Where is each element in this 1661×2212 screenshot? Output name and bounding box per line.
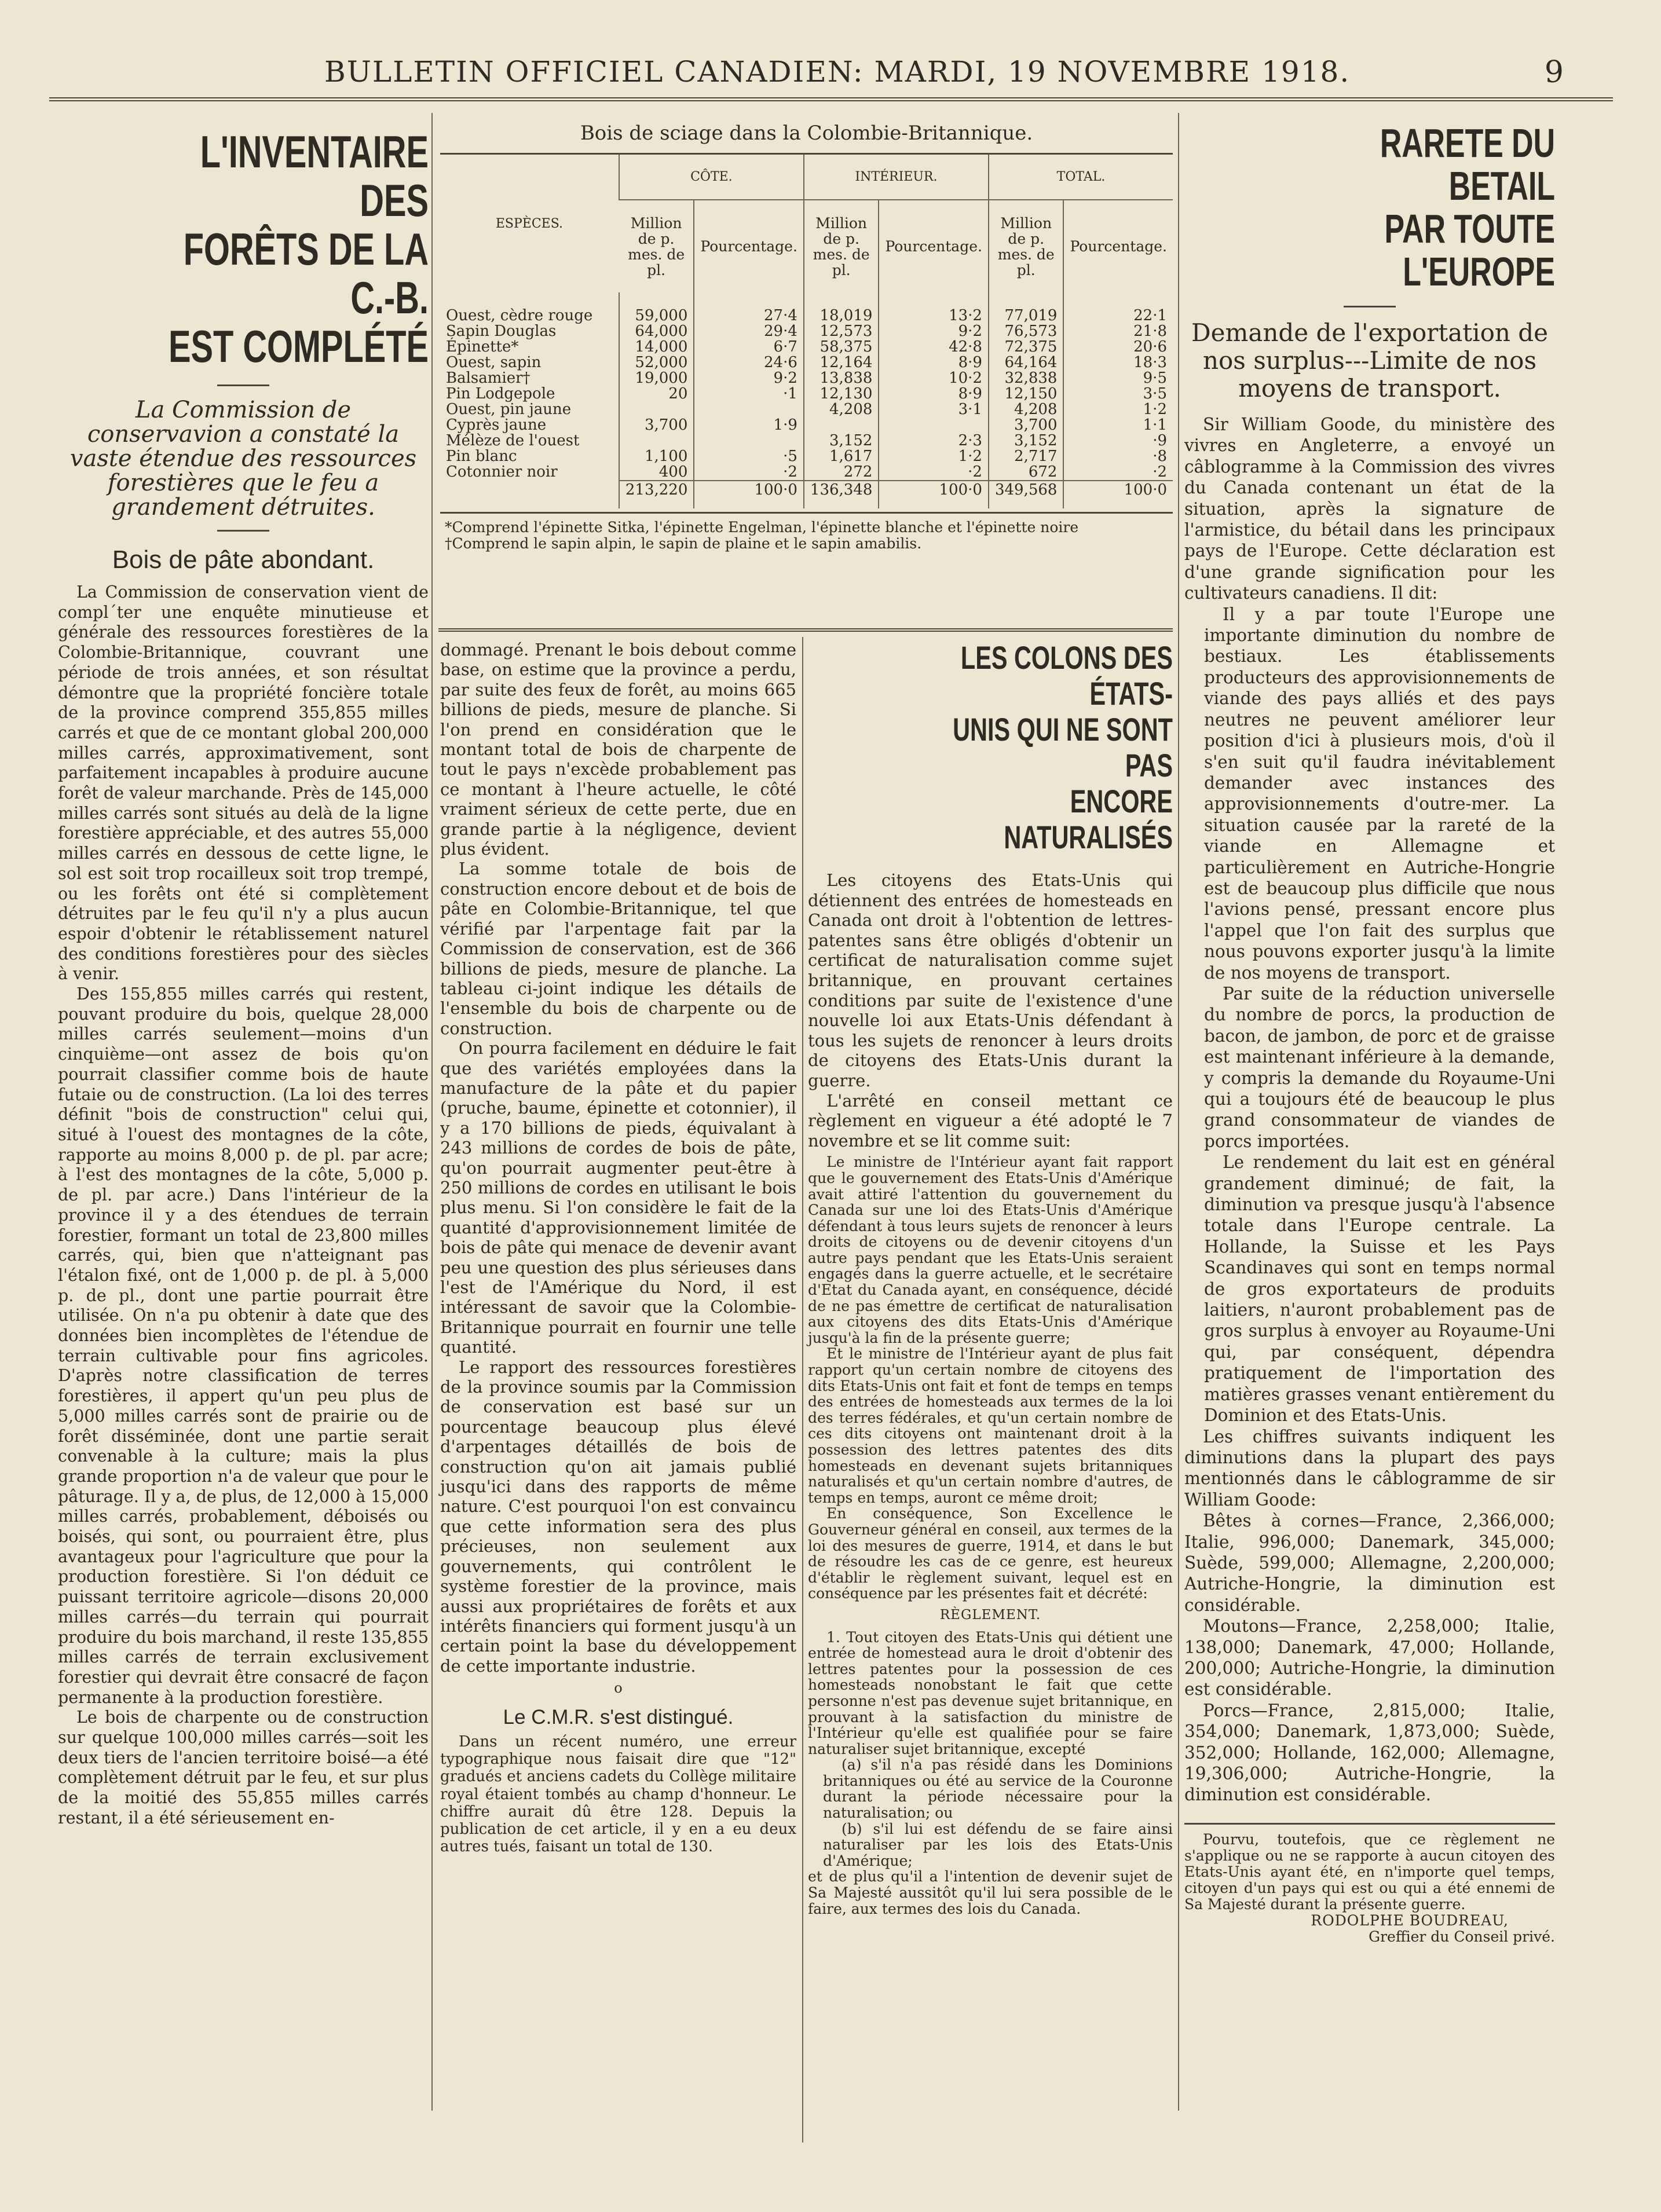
table-note: *Comprend l'épinette Sitka, l'épinette Engelman, l'épinette blanche et l'épinette noire — [445, 519, 1079, 536]
group-total: TOTAL. — [989, 155, 1173, 200]
species-name: Épinette* — [446, 338, 519, 356]
species-name: Mélèze de l'ouest — [446, 432, 580, 449]
lumber-data-table — [440, 155, 1173, 508]
livestock-deck: Demande de l'exportation de nos surplus---Limite de nos moyens de transport. — [1191, 318, 1549, 402]
table-row — [440, 418, 1173, 433]
species-name: Cotonnier noir — [446, 463, 558, 481]
forest-subhead: Bois de pâte abondant. — [112, 545, 375, 574]
forest-body: La Commission de conservation vient de compl´ter une enquête minutieuse et générale des ressources forestières de la Colombie-Britannique, couvrant une période de trois années, et son résultat démontre que la propriété foncière totale de la province comprend 355,855 milles carrés et que de ce montant global 200,000 milles carrés, approximativement, sont parfaitement incapables à produire aucune forêt de valeur marchande. Près de 145,000 milles carrés sont situés au delà de la ligne forestière appréciable, et des autres 55,000 milles carrés en dessous de cette ligne, le sol est soit trop rocailleux soit trop trempé, ou les forêts ont été si complètement détruites par le feu qu'il n'y a plus aucun espoir d'obtenir le rétablissement naturel des conditions forestières pour des siècles à venir. Des 155,855 milles carrés qui restent, pouvant produire du bois, quelque 28,000 milles carrés seulement—moins d'un cinquième—ont assez de bois qu'on pourrait classifier comme bois de haute futaie ou de construction. (La loi des terres définit "bois de construction" celui qui, situé à l'ouest des montagnes de la côte, rapporte au moins 8,000 p. de pl. par acre; à l'est des montagnes de la côte, 5,000 p. de pl. par acre.) Dans l'intérieur de la province il y a des étendues de terrain forestier, formant un total de 23,800 milles carrés, qui, bien que n'atteignant pas l'étalon fixé, ont de 1,000 p. de pl. à 5,000 p. de pl., dont une partie pourrait être utilisée. On n'a pu obtenir à date que des données bien incomplètes de l'étendue de terrain cultivable pour fins agricoles. D'après notre classification de terres forestières, il appert qu'un peu plus de 5,000 milles carrés sont de prairie ou de forêt disséminée, dont une partie serait convenable à la culture; mais la plus grande proportion n'a de valeur que pour le pâturage. Il y a, de plus, de 12,000 à 15,000 milles carrés, probablement, déboisés ou boisés, qui sont, ou pourraient être, plus avantageux pour l'agriculture que pour la production forestière. Si l'on déduit ce puissant territoire agricole—disons 20,000 milles carrés—du terrain qui pourrait produire du bois marchand, il reste 135,855 milles carrés de terrain exclusivement forestier qui devrait être consacré de façon permanente à la production forestière. Le bois de charpente ou de construction sur quelque 100,000 milles carrés—soit les deux tiers de l'ancien territoire boisé—a été complètement détruit par le feu, et sur plus de la moitié des 55,855 milles carrés restant, il a été sérieusement en- — [58, 583, 429, 1828]
forest-headline: L'INVENTAIRE DES FORÊTS DE LA C.-B. EST COMPLÉTÉ — [169, 126, 429, 372]
table-cell: 2,717 — [989, 449, 1064, 464]
table-row — [440, 292, 1173, 324]
running-head — [69, 55, 1598, 101]
table-row — [440, 371, 1173, 386]
table-cell: ·2 — [1063, 464, 1173, 481]
table-title: Bois de sciage dans la Colombie-Britannique. — [580, 122, 1033, 145]
table-cell: 29·4 — [694, 324, 804, 339]
column-divider — [431, 113, 433, 2111]
forest-continuation: dommagé. Prenant le bois debout comme base, on estime que la province a perdu, par suite des feux de forêt, au moins 665 billions de pieds, mesure de planche. Si l'on prend en considération que le montant total de bois de charpente de tout le pays n'excède probablement pas ce montant à l'heure actuelle, le côté vraiment sérieux de cette perte, due en grande partie à la négligence, devient plus évident. La somme totale de bois de construction encore debout et de bois de pâte en Colombie-Britannique, tel que vérifié par l'arpentage fait par la Commission de conservation, est de 366 billions de pieds, mesure de planche. La tableau ci-joint indique les détails de l'ensemble du bois de charpente ou de construction. On pourra facilement en déduire le fait que des variétés employées dans la manufacture de la pâte et du papier (pruche, baume, épinette et cotonnier), il y a 170 billions de pieds, équivalant à 243 millions de cordes de bois de pâte, qu'on pourrait augmenter peut-être à 250 millions de cordes en utilisant le bois plus menu. Si l'on considère le fait de la quantité d'approvisionnement limitée de bois de pâte qui menace de devenir avant peu une question des plus sérieuses dans l'est de l'Amérique du Nord, il est intéressant de savoir que la Colombie-Britannique pourrait en fournir une telle quantité. Le rapport des ressources forestières de la province soumis par la Commission de conservation est basé sur un pourcentage beaucoup plus élevé d'arpentages détaillés de bois de construction qu'on ait jamais publié jusqu'ici dans des rapports de même nature. C'est pourquoi l'on est convaincu que cette information sera des plus précieuses, non seulement aux gouvernements, qui contrôlent le système forestier de la province, mais aussi aux propriétaires de forêts et aux intérêts financiers qui forment jusqu'à un certain point la base du développement de cette importante industrie. o Le C.M.R. s'est distingué. Dans un récent numéro, une erreur typographique nous faisait dire que "12" gradués et anciens cadets du Collège militaire royal étaient tombés au champ d'honneur. Le chiffre aurait dû être 128. Depuis la publication de cet article, il y en a eu deux autres tués, faisant un total de 130. — [440, 640, 796, 1856]
headline-rule — [1344, 306, 1396, 307]
table-cell: 20 — [619, 386, 694, 402]
table-cell: 20·6 — [1063, 339, 1173, 355]
table-notes — [440, 512, 1173, 552]
table-cell — [619, 402, 694, 418]
forest-deck: La Commission de conservavion a constaté la vaste étendue des ressources forestières que le feu a grandement détruites. — [69, 397, 417, 521]
subhead-million: Million de p. mes. de pl. — [628, 214, 685, 279]
table-cell: 400 — [619, 464, 694, 481]
table-cell: 14,000 — [619, 339, 694, 355]
lumber-table — [440, 122, 1173, 552]
table-cell: 12,130 — [804, 386, 879, 402]
cmr-headline: Le C.M.R. s'est distingué. — [503, 1705, 734, 1728]
table-row — [440, 449, 1173, 464]
table-cell: ·2 — [879, 464, 989, 481]
table-cell — [879, 418, 989, 433]
table-row — [440, 386, 1173, 402]
table-cell: 64,164 — [989, 355, 1064, 371]
table-cell: 21·8 — [1063, 324, 1173, 339]
cable-quote: Il y a par toute l'Europe une importante diminution du nombre de bestiaux. Les établissements producteurs des approvisionnements de viande des pays alliés et des pays neutres ne peuvent améliorer leur position d'ici à plusieurs mois, d'où il s'en suit qu'il faudra inévitablement demander avec instances des approvisionnements d'outre-mer. La situation causée par la rareté de la viande en Allemagne et particulièrement en Autriche-Hongrie est de beaucoup plus difficile que nous l'avions pensé, pressant encore plus l'appel que l'on fait des surplus que nous pouvons exporter jusqu'à la limite de nos moyens de transport. Par suite de la réduction universelle du nombre de porcs, la production de bacon, de jambon, de porc et de graisse est maintenant inférieure à la demande, y compris la demande du Royaume-Uni qui a toujours été de beaucoup le plus grand consommateur de viandes de porcs importées. Le rendement du lait est en général grandement diminué; de fait, la diminution va presque jusqu'à l'absence totale dans l'Europe centrale. La Hollande, la Suisse et les Pays Scandinaves qui sont en temps normal de gros exportateurs de produits laitiers, n'auront probablement pas de gros surplus à envoyer au Royaume-Uni qui, par conséquent, dépendra pratiquement de l'importation des matières grasses venant entièrement du Dominion et des Etats-Unis. — [1204, 604, 1555, 1426]
table-cell: 32,838 — [989, 371, 1064, 386]
header-rule — [49, 97, 1613, 101]
table-note: †Comprend le sapin alpin, le sapin de plaine et le sapin amabilis. — [445, 535, 922, 552]
livestock-headline: RARETE DU BETAIL PAR TOUTE L'EUROPE — [1380, 120, 1555, 294]
table-cell: 58,375 — [804, 339, 879, 355]
order-in-council: Le ministre de l'Intérieur ayant fait rapport que le gouvernement des Etats-Unis d'Amérique avait attiré l'attention du gouvernement du Canada sur une loi des Etats-Unis d'Amérique défendant à tous leurs sujets de renoncer à leurs droits de citoyens ou de devenir citoyens d'un autre pays pendant que les Etats-Unis seraient engagés dans la guerre actuelle, et le secrétaire d'Etat du Canada ayant, en conséquence, décidé de ne pas émettre de certificat de naturalisation aux citoyens des dits Etats-Unis d'Amérique jusqu'à la fin de la présente guerre; Et le ministre de l'Intérieur ayant de plus fait rapport qu'un certain nombre de citoyens des dits Etats-Unis ont fait et font de temps en temps des entrées de homesteads aux termes de la loi des terres fédérales, et qu'un certain nombre de ces dits citoyens ont maintenant droit à la possession des lettres patentes des dits homesteads en devenant sujets britanniques naturalisés et qu'un certain nombre d'autres, de temps en temps, auront ce même droit; En conséquence, Son Excellence le Gouverneur général en conseil, aux termes de la loi des mesures de guerre, 1914, et dans le but de résoudre les cas de ce genre, est heureux d'établir le règlement suivant, lequel est en conséquence par les présentes fait et décrété: RÈGLEMENT. 1. Tout citoyen des Etats-Unis qui détient une entrée de homestead aura le droit d'obtenir des lettres patentes pour la possession de ces homesteads nonobstant le fait que cette personne n'est pas devenue sujet britannique, en prouvant à la satisfaction du ministre de l'Intérieur qu'elle est qualifiée pour se faire naturaliser sujet britannique, excepté (a) s'il n'a pas résidé dans les Dominions britanniques ou été au service de la Couronne durant la période nécessaire pour la naturalisation; ou (b) s'il lui est défendu de se faire ainsi naturaliser par les lois des Etats-Unis d'Amérique; et de plus qu'il a l'intention de devenir sujet de Sa Majesté aussitôt qu'il lui sera possible de le faire, aux termes des lois du Canada. — [808, 1153, 1173, 1917]
species-name: Pin Lodgepole — [446, 385, 555, 402]
table-cell: 1·2 — [1063, 402, 1173, 418]
table-cell: 1·1 — [1063, 418, 1173, 433]
cmr-text: Dans un récent numéro, une erreur typographique nous faisait dire que "12" gradués et anciens cadets du Collège militaire royal étaient tombés au champ d'honneur. Le chiffre aurait dû être 128. Depuis la publication de cet article, il y en a eu deux autres tués, faisant un total de 130. — [440, 1733, 796, 1856]
table-cell: 9·2 — [879, 324, 989, 339]
species-header: ESPÈCES. — [495, 216, 564, 231]
subhead-pct: Pourcentage. — [694, 200, 804, 292]
table-cell: 18·3 — [1063, 355, 1173, 371]
table-cell: 12,150 — [989, 386, 1064, 402]
subhead-pct: Pourcentage. — [1063, 200, 1173, 292]
table-cell: 10·2 — [879, 371, 989, 386]
species-name: Balsamier† — [446, 369, 531, 387]
table-total-row: 213,220 100·0 136,348 100·0 349,568 100·0 — [440, 481, 1173, 508]
table-cell: 1·2 — [879, 449, 989, 464]
table-cell: 3,152 — [989, 433, 1064, 449]
table-cell: 272 — [804, 464, 879, 481]
table-cell: 12,164 — [804, 355, 879, 371]
proviso-continuation: Pourvu, toutefois, que ce règlement ne s'applique ou ne se rapporte à aucun citoyen des Etats-Unis ayant été, en n'importe quel temps, citoyen d'un pays qui est ou qui a été ennemi de Sa Majesté durant la présente guerre. RODOLPHE BOUDREAU, Greffier du Conseil privé. — [1184, 1830, 1555, 1945]
group-cote: CÔTE. — [619, 155, 804, 200]
table-cell: ·8 — [1063, 449, 1173, 464]
page-number: 9 — [1544, 55, 1564, 90]
table-cell: 64,000 — [619, 324, 694, 339]
table-cell: ·2 — [694, 464, 804, 481]
table-cell: 19,000 — [619, 371, 694, 386]
signature-title: Greffier du Conseil privé. — [1369, 1928, 1555, 1945]
table-cell: ·1 — [694, 386, 804, 402]
table-cell: 3,700 — [619, 418, 694, 433]
headline-rule — [217, 384, 269, 386]
table-cell: 9·5 — [1063, 371, 1173, 386]
table-cell: 8·9 — [879, 355, 989, 371]
table-cell: 2·3 — [879, 433, 989, 449]
table-cell: 13,838 — [804, 371, 879, 386]
livestock-article — [1184, 122, 1555, 1945]
table-cell: 42·8 — [879, 339, 989, 355]
table-row — [440, 355, 1173, 371]
colons-article: LES COLONS DES ÉTATS- UNIS QUI NE SONT PAS ENCORE NATURALISÉS Les citoyens des Etats-Unis qui détiennent des entrées de homesteads en Canada ont droit à l'obtention de lettres-patentes sans être obligés d'obtenir un certificat de naturalisation comme sujet britannique, en prouvant certaines conditions par suite de l'existence d'une nouvelle loi aux Etats-Unis défendant à tous les sujets de renoncer à leurs droits de citoyens des Etats-Unis durant la guerre. L'arrêté en conseil mettant ce règlement en vigueur a été adopté le 7 novembre et se lit comme suit: Le ministre de l'Intérieur ayant fait rapport que le gouvernement des Etats-Unis d'Amérique avait attiré l'attention du gouvernement du Canada sur une loi des Etats-Unis d'Amérique défendant à tous leurs sujets de renoncer à leurs droits de citoyens ou de devenir citoyens d'un autre pays pendant que les Etats-Unis seraient engagés dans la guerre actuelle, et le secrétaire d'Etat du Canada ayant, en conséquence, décidé de ne pas émettre de certificat de naturalisation aux citoyens des dits Etats-Unis d'Amérique jusqu'à la fin de la présente guerre; Et le ministre de l'Intérieur ayant de plus fait rapport qu'un certain nombre de citoyens des dits Etats-Unis ont fait et font de temps en temps des entrées de homesteads aux termes de la loi des terres fédérales, et qu'un certain nombre de ces dits citoyens ont maintenant droit à la possession des lettres patentes des dits homesteads en devenant sujets britanniques naturalisés et qu'un certain nombre d'autres, de temps en temps, auront ce même droit; En conséquence, Son Excellence le Gouverneur général en conseil, aux termes de la loi des mesures de guerre, 1914, et dans le but de résoudre les cas de ce genre, est heureux d'établir le règlement suivant, lequel est en conséquence par les présentes fait et décrété: RÈGLEMENT. 1. Tout citoyen des Etats-Unis qui détient une entrée de homestead aura le droit d'obtenir des lettres patentes pour la possession de ces homesteads nonobstant le fait que cette personne n'est pas devenue sujet britannique, en prouvant à la satisfaction du ministre de l'Intérieur qu'elle est qualifiée pour se faire naturaliser sujet britannique, excepté (a) s'il n'a pas résidé dans les Dominions britanniques ou été au service de la Couronne durant la période nécessaire pour la naturalisation; ou (b) s'il lui est défendu de se faire ainsi naturaliser par les lois des Etats-Unis d'Amérique; et de plus qu'il a l'intention de devenir sujet de Sa Majesté aussitôt qu'il lui sera possible de le faire, aux termes des lois du Canada. — [808, 639, 1173, 1917]
table-cell: 3·5 — [1063, 386, 1173, 402]
deck-rule — [217, 530, 269, 532]
table-cell — [694, 402, 804, 418]
table-cell: ·9 — [1063, 433, 1173, 449]
page-header-title: BULLETIN OFFICIEL CANADIEN: MARDI, 19 NOVEMBRE 1918. — [324, 55, 1351, 89]
table-cell — [804, 418, 879, 433]
table-row — [440, 339, 1173, 355]
table-cell: 76,573 — [989, 324, 1064, 339]
table-cell — [619, 433, 694, 449]
table-cell: 27·4 — [694, 292, 804, 324]
table-cell: 8·9 — [879, 386, 989, 402]
group-interieur: INTÉRIEUR. — [804, 155, 989, 200]
species-name: Sapin Douglas — [446, 323, 557, 340]
table-row — [440, 433, 1173, 449]
table-cell: 1·9 — [694, 418, 804, 433]
table-cell: 72,375 — [989, 339, 1064, 355]
table-cell: 4,208 — [804, 402, 879, 418]
livestock-body: Sir William Goode, du ministère des vivres en Angleterre, a envoyé un câblogramme à la Commission des vivres du Canada contenant un état de la situation, après la signature de l'armistice, du bétail dans les principaux pays de l'Europe. Cette déclaration est d'une grande signification pour les cultivateurs canadiens. Il dit: Il y a par toute l'Europe une importante diminution du nombre de bestiaux. Les établissements producteurs des approvisionnements de viande des pays alliés et des pays neutres ne peuvent améliorer leur position d'ici à plusieurs mois, d'où il s'en suit qu'il faudra inévitablement demander avec instances des approvisionnements d'outre-mer. La situation causée par la rareté de la viande en Allemagne et particulièrement en Autriche-Hongrie est de beaucoup plus difficile que nous l'avions pensé, pressant encore plus l'appel que l'on fait des surplus que nous pouvons exporter jusqu'à la limite de nos moyens de transport. Par suite de la réduction universelle du nombre de porcs, la production de bacon, de jambon, de porc et de graisse est maintenant inférieure à la demande, y compris la demande du Royaume-Uni qui a toujours été de beaucoup le plus grand consommateur de viandes de porcs importées. Le rendement du lait est en général grandement diminué; de fait, la diminution va presque jusqu'à l'absence totale dans l'Europe centrale. La Hollande, la Suisse et les Pays Scandinaves qui sont en temps normal de gros exportateurs de produits laitiers, n'auront probablement pas de gros surplus à envoyer au Royaume-Uni qui, par conséquent, dépendra pratiquement de l'importation des matières grasses venant entièrement du Dominion et des Etats-Unis. Les chiffres suivants indiquent les diminutions dans la plupart des pays mentionnés dans le câblogramme de sir William Goode: Bêtes à cornes—France, 2,366,000; Italie, 996,000; Danemark, 345,000; Suède, 599,000; Allemagne, 2,200,000; Autriche-Hongrie, la diminution est considérable. Moutons—France, 2,258,000; Italie, 138,000; Danemark, 47,000; Hollande, 200,000; Autriche-Hongrie, la diminution est considérable. Porcs—France, 2,815,000; Italie, 354,000; Danemark, 1,873,000; Suède, 352,000; Hollande, 162,000; Allemagne, 19,306,000; Autriche-Hongrie, la diminution est considérable. — [1184, 415, 1555, 1805]
column-divider — [1178, 113, 1179, 2111]
table-cell: 3,152 — [804, 433, 879, 449]
table-row — [440, 324, 1173, 339]
table-cell: 1,617 — [804, 449, 879, 464]
table-cell: 1,100 — [619, 449, 694, 464]
subhead-million: Million de p. mes. de pl. — [804, 200, 879, 292]
subhead-pct: Pourcentage. — [879, 200, 989, 292]
species-name: Ouest, sapin — [446, 354, 542, 371]
table-bottom-rule — [438, 628, 1173, 632]
table-cell: 4,208 — [989, 402, 1064, 418]
table-cell: 59,000 — [619, 292, 694, 324]
table-cell: 52,000 — [619, 355, 694, 371]
table-cell: 77,019 — [989, 292, 1064, 324]
reglement-heading: RÈGLEMENT. — [939, 1607, 1041, 1623]
separator: o — [614, 1680, 623, 1697]
table-body — [440, 292, 1173, 481]
signature-name: RODOLPHE BOUDREAU, — [1311, 1911, 1509, 1929]
colons-headline: LES COLONS DES ÉTATS- UNIS QUI NE SONT PAS ENCORE NATURALISÉS — [953, 639, 1173, 855]
species-name: Ouest, cèdre rouge — [446, 307, 593, 324]
table-row — [440, 464, 1173, 481]
table-cell: 9·2 — [694, 371, 804, 386]
subhead-million: Million de p. mes. de pl. — [989, 200, 1064, 292]
column-divider — [802, 637, 803, 2143]
table-cell: 3,700 — [989, 418, 1064, 433]
species-name: Cyprès jaune — [446, 416, 547, 434]
table-cell: 672 — [989, 464, 1064, 481]
table-cell: 12,573 — [804, 324, 879, 339]
table-cell: 13·2 — [879, 292, 989, 324]
table-cell: 6·7 — [694, 339, 804, 355]
forest-article — [58, 127, 429, 1829]
table-cell: ·5 — [694, 449, 804, 464]
table-cell: 24·6 — [694, 355, 804, 371]
table-cell: 3·1 — [879, 402, 989, 418]
species-name: Ouest, pin jaune — [446, 401, 572, 418]
table-row — [440, 402, 1173, 418]
table-cell: 22·1 — [1063, 292, 1173, 324]
table-cell — [694, 433, 804, 449]
species-name: Pin blanc — [446, 448, 517, 465]
table-cell: 18,019 — [804, 292, 879, 324]
